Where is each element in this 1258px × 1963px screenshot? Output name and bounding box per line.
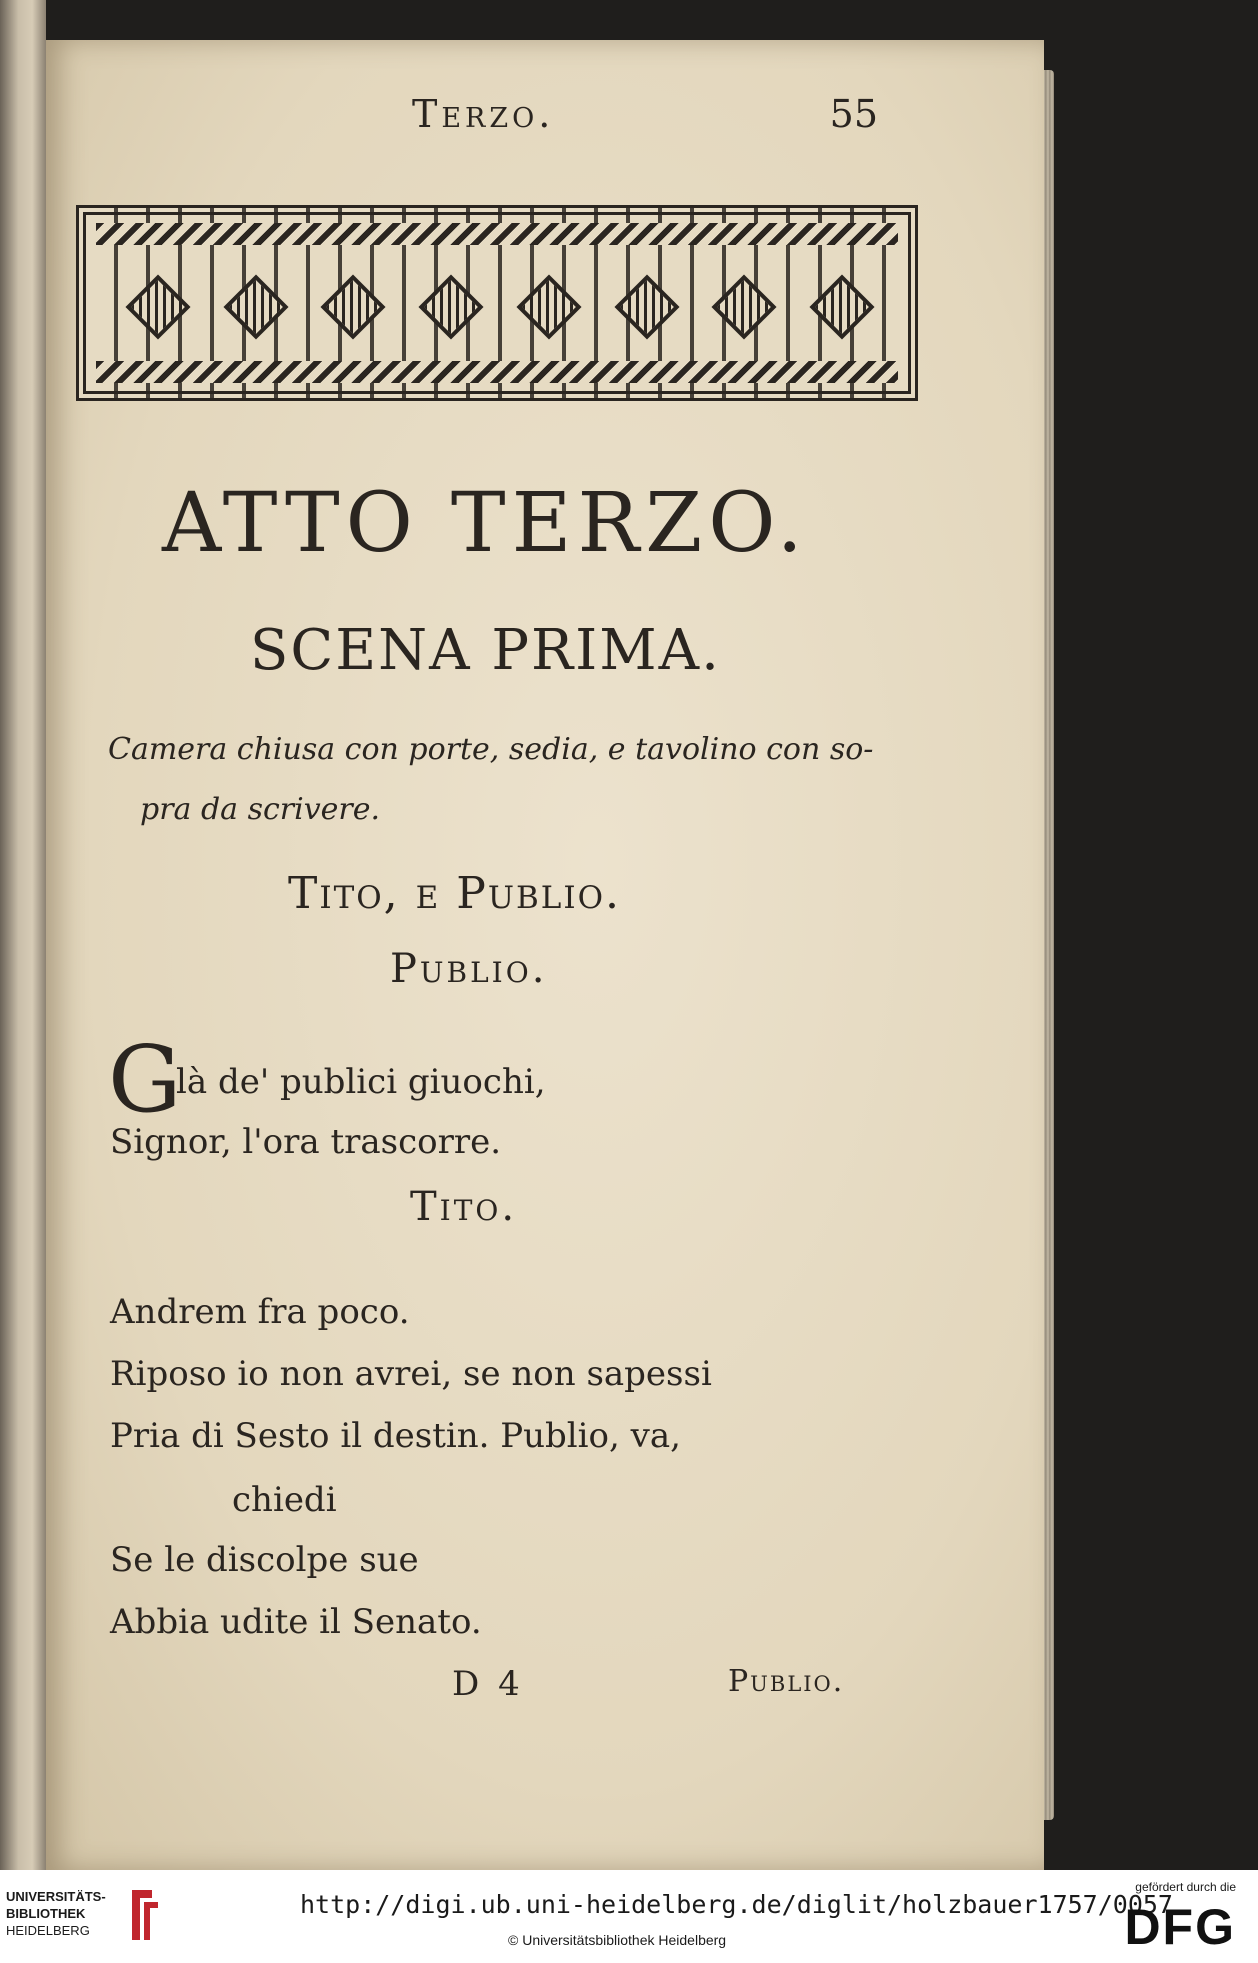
library-name-line: UNIVERSITÄTS- — [6, 1889, 106, 1904]
running-head-title: Terzo. — [412, 92, 555, 136]
characters-heading: Tito, e Publio. — [288, 868, 622, 919]
ornament-motifs — [126, 275, 868, 333]
verse-line: là de' publici giuochi, — [176, 1062, 546, 1102]
funding-label: gefördert durch die — [1135, 1880, 1236, 1894]
ornament-motif — [224, 275, 282, 333]
speaker-name: Tito. — [410, 1184, 518, 1230]
verse-line: Abbia udite il Senato. — [110, 1602, 482, 1642]
ornament-motif — [517, 275, 575, 333]
act-title: ATTO TERZO. — [162, 476, 809, 571]
library-logo-icon — [128, 1884, 162, 1946]
speaker-name: Publio. — [390, 946, 548, 992]
ornament-motif — [712, 275, 770, 333]
verse-line: Signor, l'ora trascorre. — [110, 1122, 502, 1162]
verse-line: Andrem fra poco. — [110, 1292, 410, 1332]
verse-line: Riposo io non avrei, se non sapessi — [110, 1354, 712, 1394]
left-page-edge — [0, 0, 46, 1870]
stage-direction-line: Camera chiusa con porte, sedia, e tavolino con so- — [108, 732, 874, 767]
running-head — [112, 92, 878, 152]
ornament-motif — [615, 275, 673, 333]
ornament-motif — [126, 275, 184, 333]
library-name-line: BIBLIOTHEK — [6, 1906, 86, 1921]
verse-line: Se le discolpe sue — [110, 1540, 419, 1580]
ornamental-headpiece — [76, 205, 918, 401]
ornament-band-bottom — [96, 361, 898, 383]
permalink-url[interactable]: http://digi.ub.uni-heidelberg.de/diglit/holzbauer1757/0057 — [300, 1890, 1173, 1919]
dfg-logo: DFG — [1124, 1899, 1236, 1955]
verse-line: Pria di Sesto il destin. Publio, va, — [110, 1416, 681, 1456]
ornament-motif — [321, 275, 379, 333]
ornament-band-top — [96, 223, 898, 245]
scene-title: SCENA PRIMA. — [250, 618, 721, 683]
ornament-motif — [419, 275, 477, 333]
library-name — [6, 1888, 124, 1939]
verse-line: chiedi — [232, 1480, 337, 1520]
ornament-motif — [810, 275, 868, 333]
stage-direction-line: pra da scrivere. — [140, 792, 381, 827]
catchword: Publio. — [728, 1664, 845, 1699]
page-number: 55 — [829, 92, 878, 136]
library-name-line: HEIDELBERG — [6, 1923, 90, 1938]
viewer-footer — [0, 1870, 1258, 1963]
copyright-notice: © Universitätsbibliothek Heidelberg — [508, 1932, 727, 1948]
signature-mark: D 4 — [452, 1664, 524, 1704]
drop-cap: G — [108, 1026, 182, 1133]
